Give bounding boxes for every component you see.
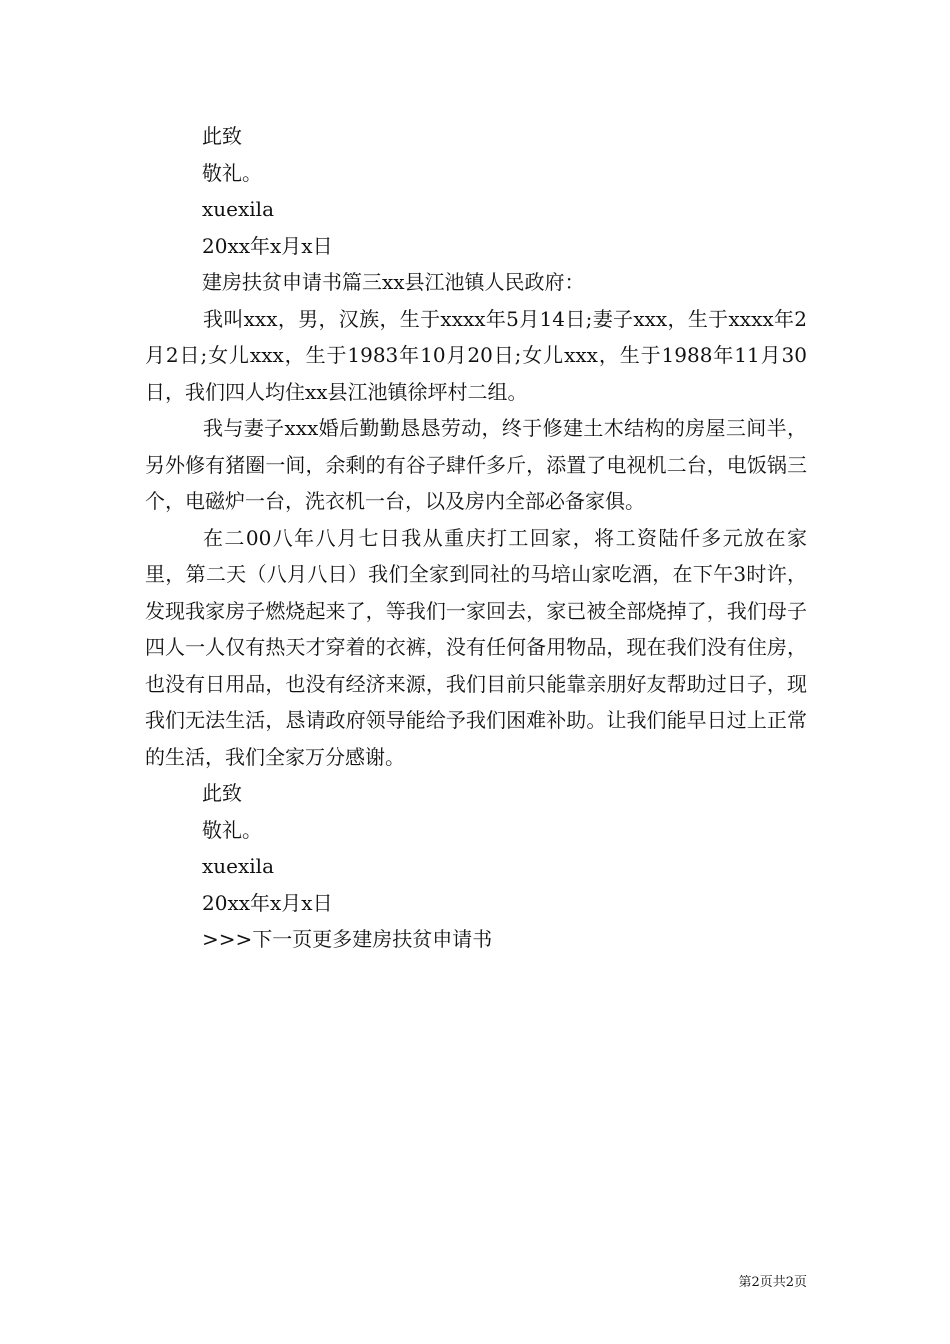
closing-regards: 敬礼。 <box>202 160 262 185</box>
closing-date: 20xx年x月x日 <box>202 890 333 915</box>
closing-salutation: 此致 <box>202 124 242 148</box>
paragraph-family-info: 我叫xxx，男，汉族，生于xxxx年5月14日;妻子xxx，生于xxxx年2月2日;女儿xxx，生于1983年10月20日;女儿xxx，生于1988年11月30日，我们四人均住xx县江池镇徐坪村二组。 <box>145 306 807 404</box>
paragraph-fire-incident: 在二00八年八月七日我从重庆打工回家，将工资陆仟多元放在家里，第二天（八月八日）我们全家到同社的马培山家吃酒，在下午3时许，发现我家房子燃烧起来了，等我们一家回去，家已被全部烧掉了，我们母子四人一人仅有热天才穿着的衣裤，没有任何备用物品，现在我们没有住房，也没有日用品，也没有经济来源，我们目前只能靠亲朋好友帮助过日子，现我们无法生活，恳请政府领导能给予我们困难补助。让我们能早日过上正常的生活，我们全家万分感谢。 <box>145 525 807 769</box>
closing-regards: 敬礼。 <box>202 817 262 842</box>
section-heading: 建房扶贫申请书篇三xx县江池镇人民政府： <box>202 270 585 294</box>
paragraph-property: 我与妻子xxx婚后勤勤恳恳劳动，终于修建土木结构的房屋三间半，另外修有猪圈一间，余剩的有谷子肆仟多斤，添置了电视机二台，电饭锅三个，电磁炉一台，洗衣机一台，以及房内全部必备家俱。 <box>145 416 807 513</box>
closing-date: 20xx年x月x日 <box>202 233 333 258</box>
page-number-footer: 第2页共2页 <box>738 1275 807 1290</box>
closing-salutation: 此致 <box>202 781 242 805</box>
closing-signature: xuexila <box>202 854 274 878</box>
next-page-link[interactable]: >>>下一页更多建房扶贫申请书 <box>202 927 493 951</box>
document-body <box>145 118 807 958</box>
closing-signature: xuexila <box>202 197 274 221</box>
